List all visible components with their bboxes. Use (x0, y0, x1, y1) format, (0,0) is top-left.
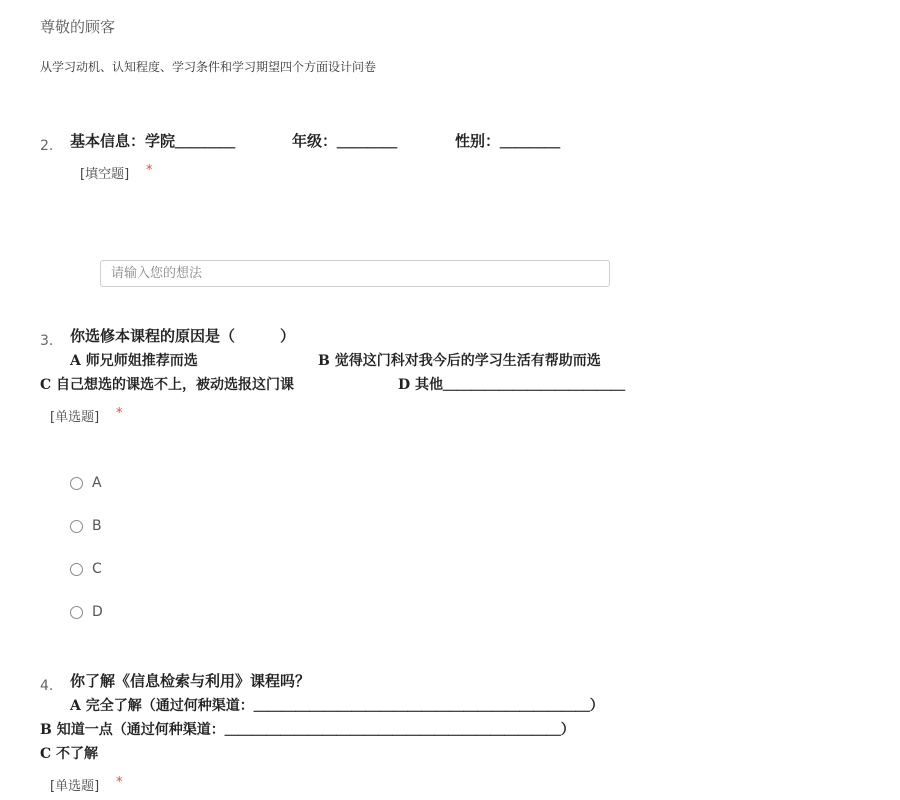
question-3-option-b-text: B 觉得这门科对我今后的学习生活有帮助而选 (318, 353, 601, 369)
question-4-required-mark: * (116, 775, 123, 790)
question-3-option-a-text: A 师兄师姐推荐而选 (70, 353, 198, 369)
question-4-option-b-text: B 知道一点（通过何种渠道：＿＿＿＿＿＿＿＿＿＿＿＿＿＿＿＿＿＿＿＿＿＿＿＿） (40, 722, 575, 738)
survey-intro: 从学习动机、认知程度、学习条件和学习期望四个方面设计问卷 (40, 60, 377, 74)
question-3-radio-c[interactable] (70, 559, 102, 579)
question-2-gender-label: 性别：＿＿＿＿ (455, 132, 561, 150)
question-4-option-a-text: A 完全了解（通过何种渠道：＿＿＿＿＿＿＿＿＿＿＿＿＿＿＿＿＿＿＿＿＿＿＿＿） (70, 698, 604, 714)
radio-circle-icon[interactable] (70, 606, 83, 619)
question-2-number: 2. (40, 138, 54, 154)
question-3-required-mark: * (116, 406, 123, 421)
question-3-title: 你选修本课程的原因是（ ） (70, 327, 296, 345)
question-3-radio-b[interactable] (70, 516, 102, 536)
radio-circle-icon[interactable] (70, 520, 83, 533)
question-3-option-d-text: D 其他＿＿＿＿＿＿＿＿＿＿＿＿＿ (398, 377, 626, 393)
question-3-radio-a[interactable] (70, 473, 102, 493)
survey-greeting: 尊敬的顾客 (40, 18, 116, 36)
question-2-grade-label: 年级：＿＿＿＿ (292, 132, 398, 150)
question-2-type-tag: [填空题] (80, 167, 130, 182)
question-4-type-tag: [单选题] (50, 779, 100, 794)
radio-label: D (92, 604, 103, 620)
question-3-radio-d[interactable] (70, 602, 103, 622)
question-2-answer-input[interactable] (100, 260, 610, 287)
question-4-number: 4. (40, 678, 54, 694)
radio-circle-icon[interactable] (70, 477, 83, 490)
radio-circle-icon[interactable] (70, 563, 83, 576)
question-2-college-label: 基本信息：学院＿＿＿＿ (70, 132, 236, 150)
question-3-type-tag: [单选题] (50, 410, 100, 425)
radio-label: B (92, 518, 102, 534)
question-3-number: 3. (40, 333, 54, 349)
question-4-title: 你了解《信息检索与利用》课程吗？ (70, 672, 311, 690)
question-3-option-c-text: C 自己想选的课选不上，被动选报这门课 (40, 377, 295, 393)
radio-label: A (92, 475, 102, 491)
question-4-option-c-text: C 不了解 (40, 746, 99, 762)
question-2-required-mark: * (146, 163, 153, 178)
radio-label: C (92, 561, 102, 577)
